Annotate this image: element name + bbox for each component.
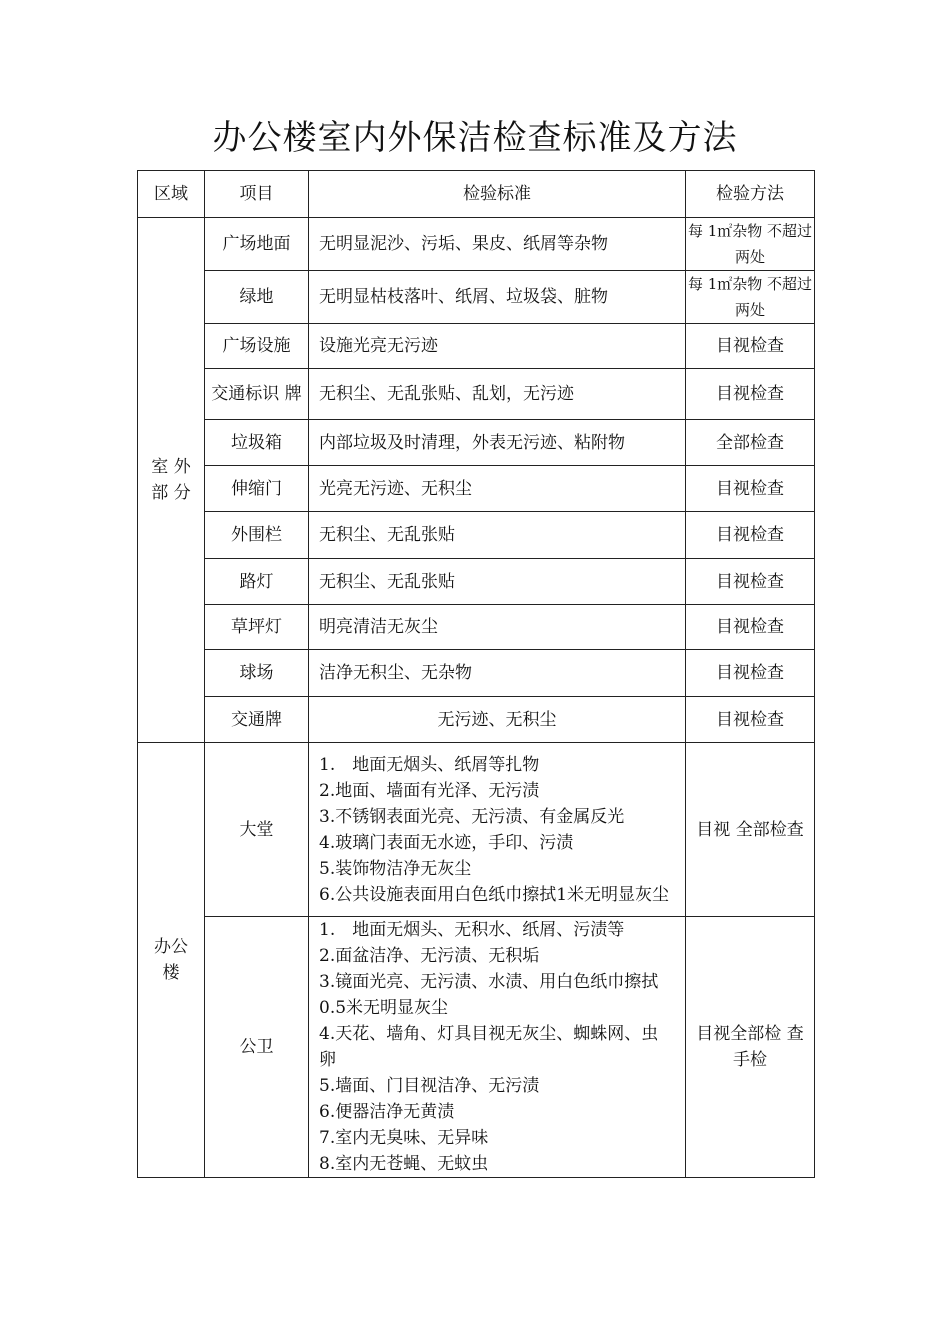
row-item: 球场 — [205, 650, 309, 697]
row-standard: 无明显枯枝落叶、纸屑、垃圾袋、脏物 — [309, 271, 686, 324]
table-row — [138, 917, 815, 1178]
row-method: 目视检查 — [686, 559, 815, 605]
header-row — [138, 171, 815, 218]
standard-line: 8.室内无苍蝇、无蚊虫 — [319, 1154, 489, 1174]
standard-line: 1. 地面无烟头、无积水、纸屑、污渍等 — [319, 920, 625, 940]
inspection-table — [137, 170, 815, 1178]
standard-line: 5.墙面、门目视洁净、无污渍 — [319, 1076, 540, 1096]
table-row — [138, 324, 815, 369]
row-item: 广场设施 — [205, 324, 309, 369]
standard-line: 7.室内无臭味、无异味 — [319, 1128, 489, 1148]
row-method: 每 1㎡杂物 不超过两处 — [686, 271, 815, 324]
table-row — [138, 218, 815, 271]
table-row — [138, 697, 815, 743]
row-standard: 无积尘、无乱张贴、乱划，无污迹 — [309, 369, 686, 420]
row-standard: 无明显泥沙、污垢、果皮、纸屑等杂物 — [309, 218, 686, 271]
area-office: 办公 楼 — [138, 743, 205, 1178]
row-item: 广场地面 — [205, 218, 309, 271]
page-title: 办公楼室内外保洁检查标准及方法 — [212, 118, 738, 158]
standard-line: 5.装饰物洁净无灰尘 — [319, 858, 472, 879]
row-method: 目视检查 — [686, 369, 815, 420]
standard-line: 3.镜面光亮、无污渍、水渍、用白色纸巾擦拭0.5米无明显灰尘 — [319, 972, 659, 1018]
table-row — [138, 271, 815, 324]
row-standard: 无污迹、无积尘 — [309, 697, 686, 743]
row-standard: 内部垃圾及时清理，外表无污迹、粘附物 — [309, 420, 686, 466]
header-standard: 检验标准 — [309, 171, 686, 218]
row-standard: 明亮清洁无灰尘 — [309, 605, 686, 650]
standard-line: 1. 地面无烟头、纸屑等扎物 — [319, 754, 540, 775]
table-row — [138, 466, 815, 512]
header-method: 检验方法 — [686, 171, 815, 218]
table-row — [138, 559, 815, 605]
row-standard: 洁净无积尘、无杂物 — [309, 650, 686, 697]
row-item: 伸缩门 — [205, 466, 309, 512]
standard-line: 3.不锈钢表面光亮、无污渍、有金属反光 — [319, 806, 625, 827]
row-method: 目视 全部检查 — [686, 743, 815, 917]
row-standard: 无积尘、无乱张贴 — [309, 559, 686, 605]
standard-line: 6.便器洁净无黄渍 — [319, 1102, 455, 1122]
row-standard: 设施光亮无污迹 — [309, 324, 686, 369]
table-row — [138, 369, 815, 420]
row-item: 公卫 — [205, 917, 309, 1178]
table-row — [138, 512, 815, 559]
row-method: 目视检查 — [686, 697, 815, 743]
table-row — [138, 605, 815, 650]
row-item: 路灯 — [205, 559, 309, 605]
row-method: 目视检查 — [686, 605, 815, 650]
row-item: 大堂 — [205, 743, 309, 917]
table-row — [138, 650, 815, 697]
standard-line: 2.地面、墙面有光泽、无污渍 — [319, 780, 540, 801]
row-method: 目视检查 — [686, 466, 815, 512]
row-item: 草坪灯 — [205, 605, 309, 650]
header-area: 区域 — [138, 171, 205, 218]
area-outdoor: 室 外 部 分 — [138, 218, 205, 743]
row-item: 交通牌 — [205, 697, 309, 743]
table-row — [138, 743, 815, 917]
row-method: 每 1㎡杂物 不超过两处 — [686, 218, 815, 271]
row-item: 外围栏 — [205, 512, 309, 559]
row-method: 目视检查 — [686, 650, 815, 697]
row-item: 绿地 — [205, 271, 309, 324]
row-method: 目视全部检 查手检 — [686, 917, 815, 1178]
row-standard: 光亮无污迹、无积尘 — [309, 466, 686, 512]
row-standard: 无积尘、无乱张贴 — [309, 512, 686, 559]
row-method: 目视检查 — [686, 324, 815, 369]
header-item: 项目 — [205, 171, 309, 218]
row-standard-list — [309, 743, 686, 917]
row-standard-list — [309, 917, 686, 1178]
standard-line: 2.面盆洁净、无污渍、无积垢 — [319, 946, 540, 966]
row-method: 目视检查 — [686, 512, 815, 559]
table-row — [138, 420, 815, 466]
standard-line: 4.玻璃门表面无水迹，手印、污渍 — [319, 832, 574, 853]
row-item: 垃圾箱 — [205, 420, 309, 466]
standard-line: 4.天花、墙角、灯具目视无灰尘、蜘蛛网、虫卵 — [319, 1024, 659, 1070]
row-method: 全部检查 — [686, 420, 815, 466]
row-item: 交通标识 牌 — [205, 369, 309, 420]
standard-line: 6.公共设施表面用白色纸巾擦拭1米无明显灰尘 — [319, 884, 670, 905]
